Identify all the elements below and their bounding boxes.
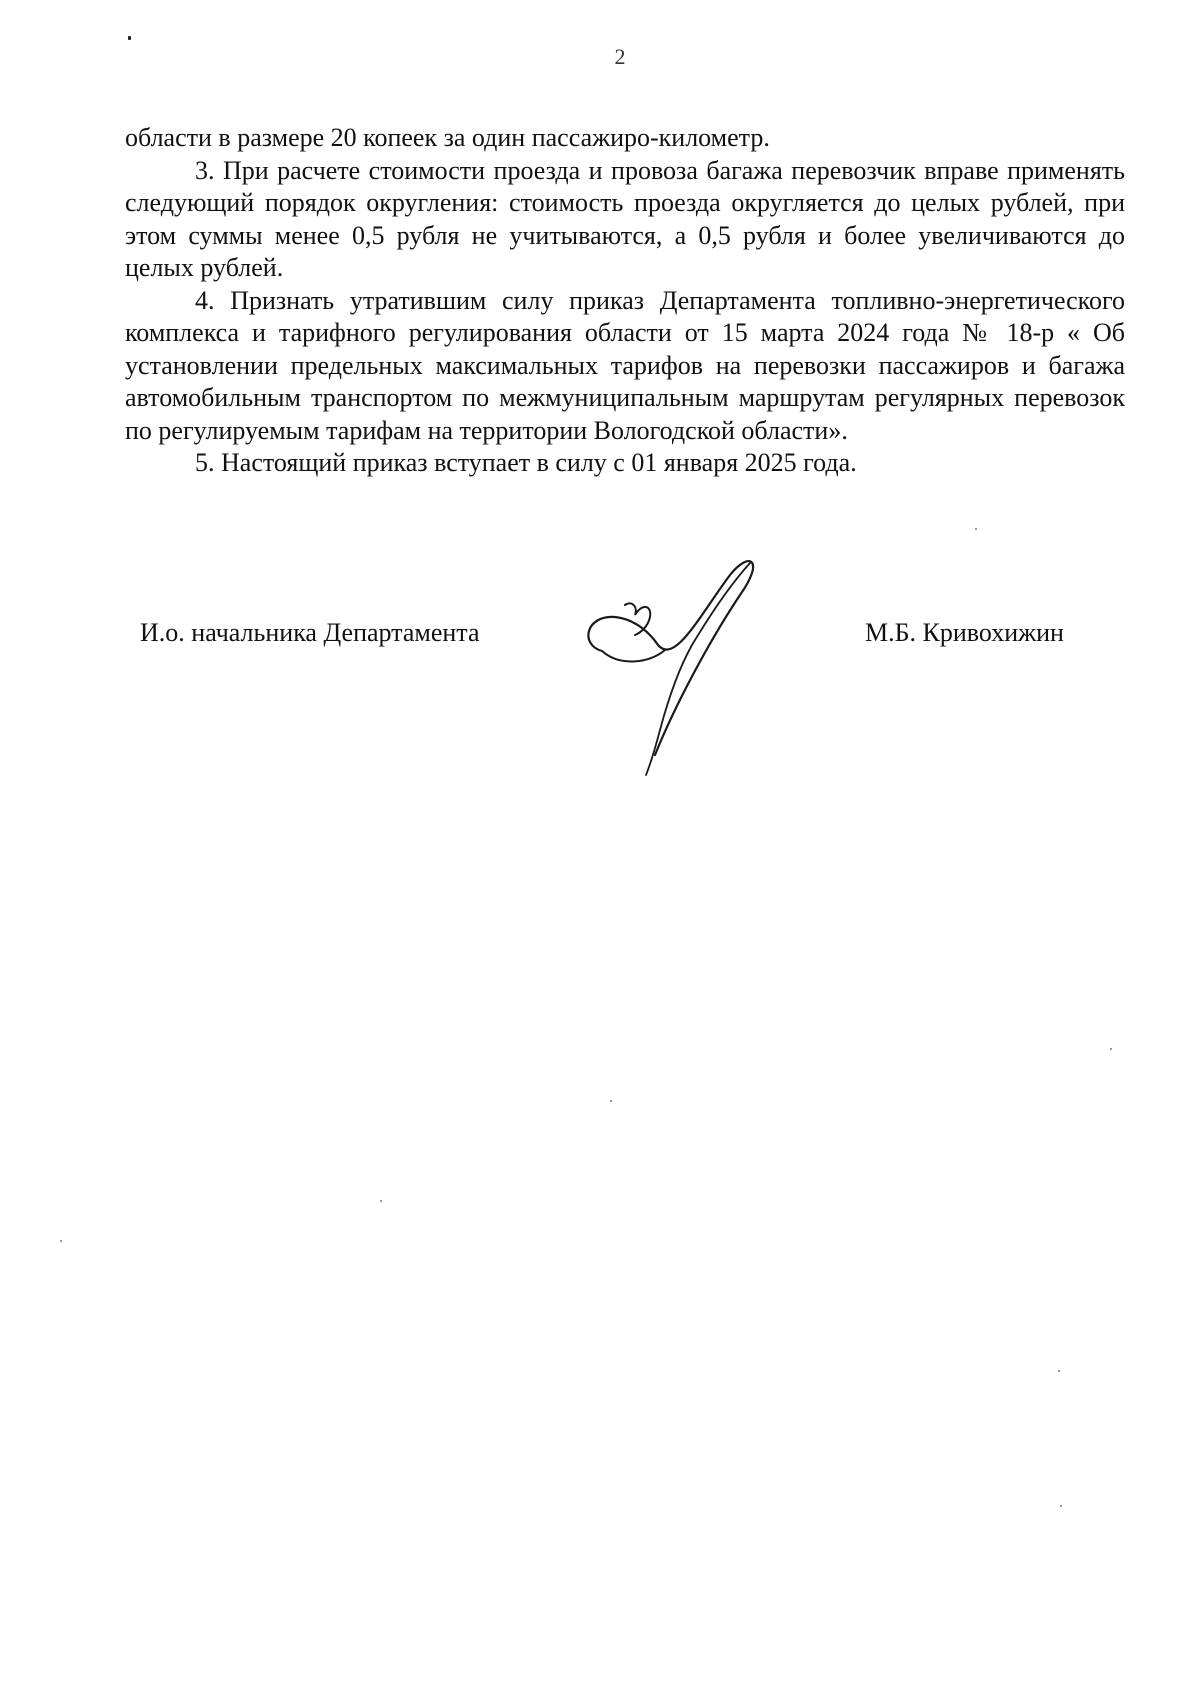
- page-number: 2: [614, 44, 626, 69]
- signatory-name: М.Б. Кривохижин: [865, 618, 1064, 647]
- paragraph-5: 5. Настоящий приказ вступает в силу с 01 января 2025 года.: [195, 448, 857, 477]
- scan-speck: [60, 1240, 62, 1242]
- handwritten-signature: [580, 555, 780, 785]
- document-body: [125, 122, 1125, 480]
- paragraph-3: 3. При расчете стоимости проезда и провоза багажа перевозчик вправе применять следующий порядок округления: стоимость проезда округляется до целых рублей, при этом суммы менее 0,5 рубля не учитываются, а 0,5 рубля и более увеличиваются до целых рублей.: [125, 155, 1125, 282]
- signatory-title: И.о. начальника Департамента: [140, 618, 480, 647]
- scan-speck: [975, 528, 977, 530]
- scan-speck: [1060, 1505, 1062, 1507]
- scan-speck: [380, 1200, 382, 1202]
- scan-speck: [1110, 1048, 1112, 1050]
- scan-speck: [610, 1100, 612, 1102]
- scan-speck: [1058, 1370, 1060, 1372]
- paragraph-4: 4. Признать утратившим силу приказ Департамента топливно-энергетического комплекса и тарифного регулирования области от 15 марта 2024 года № 18-р « Об установлении предельных максимальных тарифов на перевозки пассажиров и багажа автомобильным транспортом по межмуниципальным маршрутам регулярных перевозок по регулируемым тарифам на территории Вологодской области».: [125, 285, 1125, 445]
- scan-speck: [128, 36, 131, 40]
- paragraph-continuation: области в размере 20 копеек за один пассажиро-километр.: [125, 123, 770, 152]
